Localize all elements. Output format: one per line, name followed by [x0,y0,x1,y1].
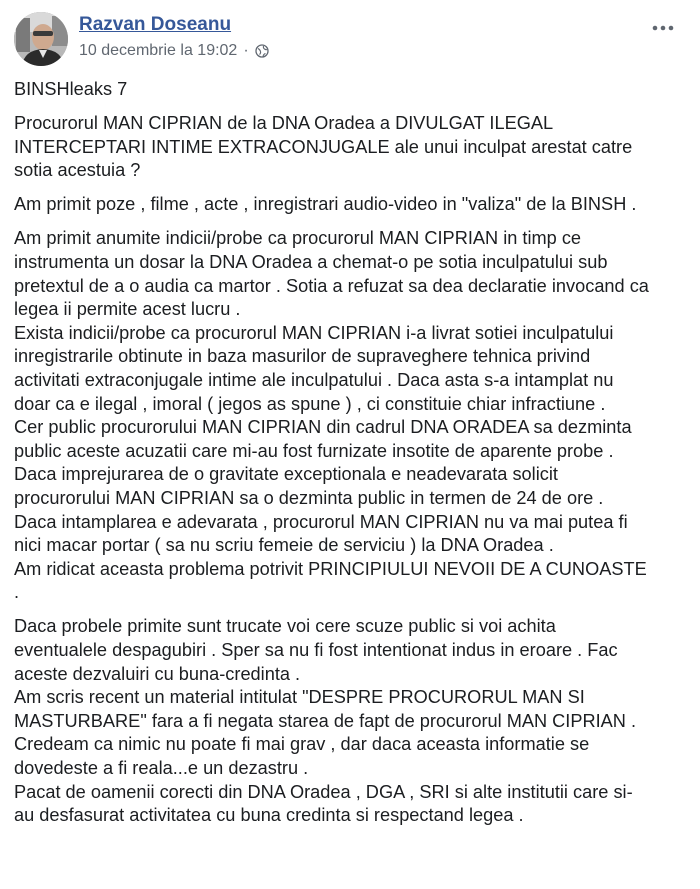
post-text-line: procurorului MAN CIPRIAN sa o dezminta public in termen de 24 de ore . [14,488,604,508]
post-text-line: Am ridicat aceasta problema potrivit PRINCIPIULUI NEVOII DE A CUNOASTE [14,558,647,579]
post-text-line: MASTURBARE" fara a fi negata starea de fapt de procurorul MAN CIPRIAN . [14,710,637,731]
post-timestamp[interactable]: 10 decembrie la 19:02 [79,42,238,59]
post-paragraph [14,615,694,827]
post-text-line: Exista indicii/probe ca procurorul MAN CIPRIAN i-a livrat sotiei inculpatului [14,322,614,343]
post-body [14,78,694,838]
post-text-line: au desfasurat activitatea cu buna credinta si respectand legea . [14,805,524,826]
post-text-line: pretextul de a o audia ca martor . Sotia a refuzat sa dea declaratie invocand ca [14,275,649,296]
post-text-line: Am scris recent un material intitulat "DESPRE PROCURORUL MAN SI [14,687,585,708]
post-text-line: sotia acestuia ? [14,160,141,181]
post-text-line: INTERCEPTARI INTIME EXTRACONJUGALE ale unui inculpat arestat catre [14,136,633,157]
post-text-line: doar ca e ilegal , imoral ( jegos as spune ) , ci constituie chiar infractiune . [14,393,606,414]
post-text-line: public aceste acuzatii care mi-au fost furnizate insotite de aparente probe . [14,440,614,461]
post-text-line: aceste dezvaluiri cu buna-credinta . [14,663,301,684]
post-header [14,10,686,66]
post-paragraph [14,78,694,102]
avatar-photo [14,12,68,66]
more-options-button[interactable] [648,18,678,38]
post-meta [79,42,269,60]
post-text-line: Procurorul MAN CIPRIAN de la DNA Oradea a DIVULGAT ILEGAL [14,113,554,134]
post-paragraph [14,227,694,605]
post-text-line: inregistrarile obtinute in baza masurilor de supraveghere tehnica privind [14,346,591,367]
post-text-line: legea ii permite acest lucru . [14,299,241,320]
post-text-line: Cer public procurorului MAN CIPRIAN din cadrul DNA ORADEA sa dezminta [14,417,632,438]
author-avatar[interactable] [14,12,68,66]
post-paragraph [14,193,694,217]
post-text-line: BINSHleaks 7 [14,79,128,99]
post-text-line: instrumenta un dosar la DNA Oradea a chemat-o pe sotia inculpatului sub [14,252,608,273]
post-text-line: Credeam ca nimic nu poate fi mai grav , dar daca aceasta informatie se [14,734,590,755]
post-text-line: . [14,582,20,603]
post-text-line: Daca intamplarea e adevarata , procurorul MAN CIPRIAN nu va mai putea fi [14,511,628,532]
post-text-line: Daca imprejurarea de o gravitate exceptionala e neadevarata solicit [14,464,558,485]
post-text-line: Am primit anumite indicii/probe ca procurorul MAN CIPRIAN in timp ce [14,228,582,249]
post-text-line: Am primit poze , filme , acte , inregistrari audio-video in "valiza" de la BINSH . [14,194,637,215]
post-text-line: Daca probele primite sunt trucate voi cere scuze public si voi achita [14,616,556,637]
post-paragraph [14,112,694,183]
meta-separator: · [243,42,249,59]
globe-icon[interactable] [255,44,269,58]
post-text-line: nici macar portar ( sa nu scriu femeie de serviciu ) la DNA Oradea . [14,535,554,556]
post-text-line: Pacat de oamenii corecti din DNA Oradea , DGA , SRI si alte institutii care si- [14,781,633,802]
post-text-line: activitati extraconjugale intime ale inculpatului . Daca asta s-a intamplat nu [14,370,614,391]
more-horizontal-icon [652,25,674,31]
post-text-line: eventualele despagubiri . Sper sa nu fi fost intentionat indus in eroare . Fac [14,640,618,661]
post-text-line: dovedeste a fi reala...e un dezastru . [14,758,309,779]
author-name-link[interactable]: Razvan Doseanu [79,14,232,35]
